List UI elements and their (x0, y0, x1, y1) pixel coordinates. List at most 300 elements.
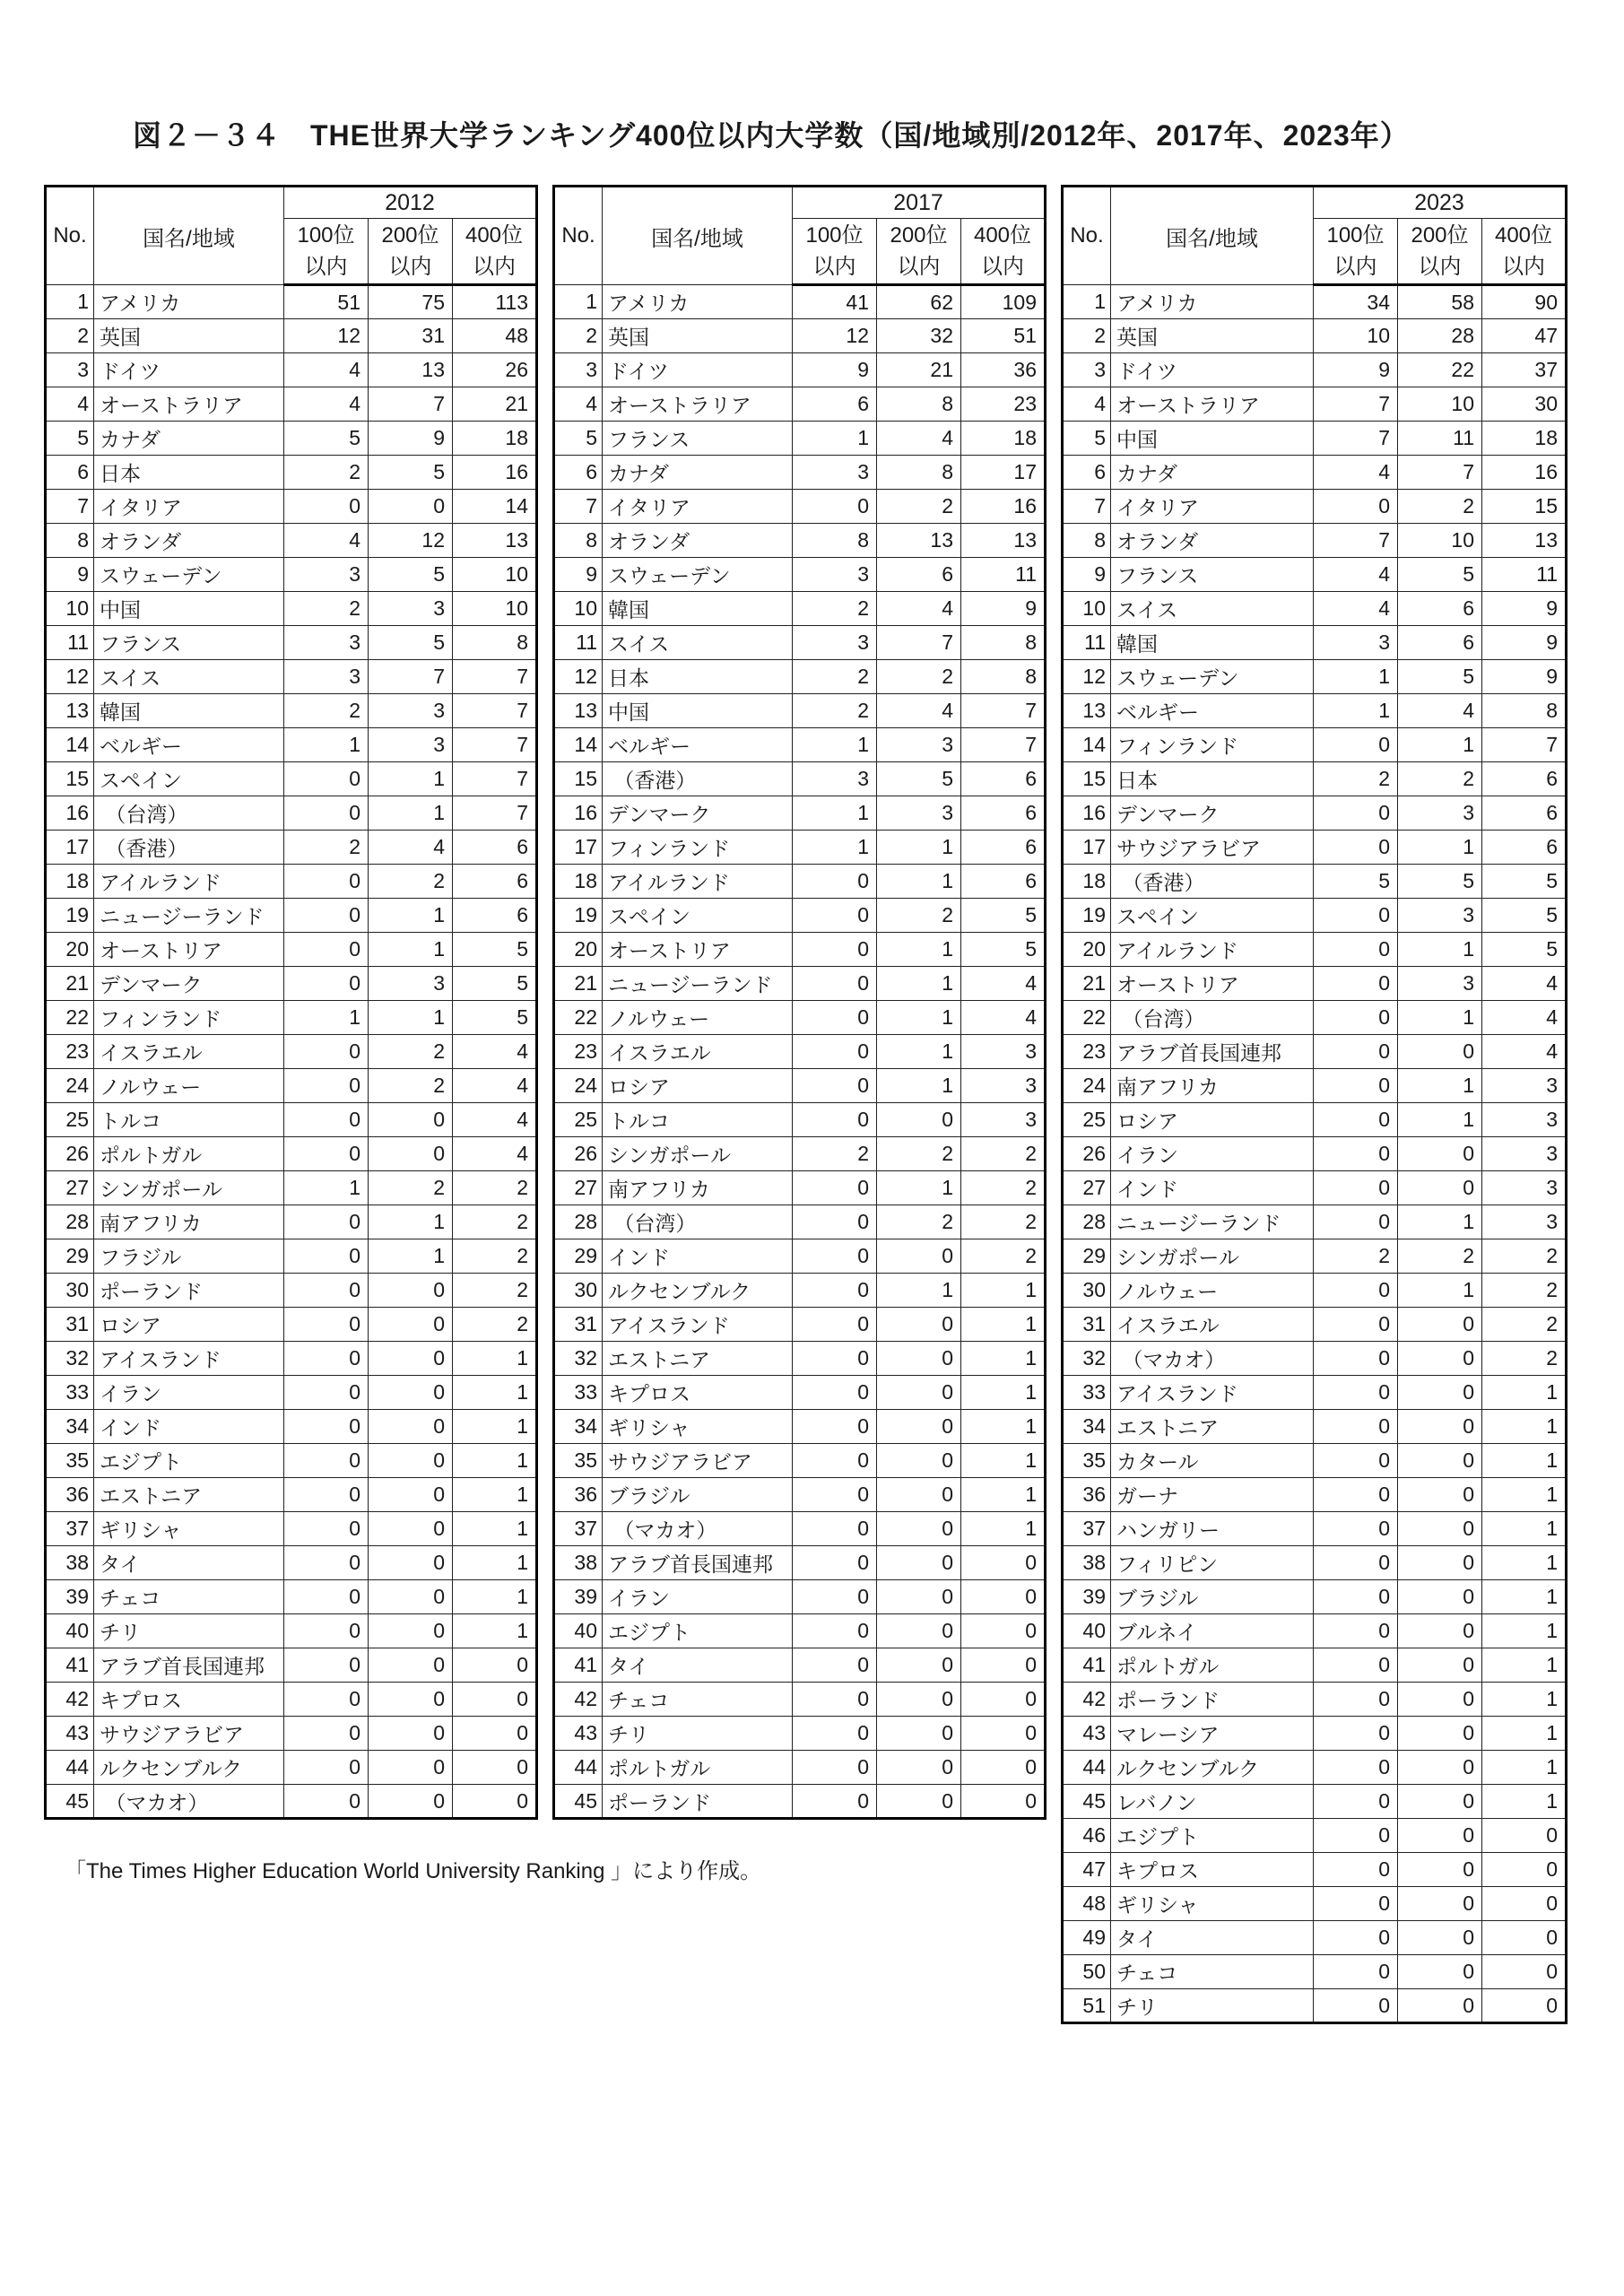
country-name: オランダ (94, 524, 284, 558)
top400-value: 1 (453, 1410, 537, 1444)
top100-value: 10 (1314, 319, 1398, 353)
top100-value: 0 (793, 1308, 877, 1342)
top100-value: 0 (284, 1614, 369, 1648)
top100-value: 0 (284, 1308, 369, 1342)
top100-value: 0 (284, 1103, 369, 1137)
table-row (1063, 524, 1567, 558)
top400-value: 0 (961, 1648, 1046, 1683)
top400-value: 16 (453, 456, 537, 490)
top100-value: 0 (1314, 1683, 1398, 1717)
row-no: 26 (46, 1137, 94, 1171)
row-no: 29 (46, 1239, 94, 1274)
top200-value: 0 (877, 1683, 961, 1717)
top200-value: 0 (1398, 1717, 1482, 1751)
top200-column-header (369, 219, 453, 285)
top400-value: 1 (453, 1512, 537, 1546)
top100-value: 0 (1314, 1853, 1398, 1887)
row-no: 30 (46, 1274, 94, 1308)
table-row (46, 422, 537, 456)
top400-value: 14 (453, 490, 537, 524)
table-row (46, 728, 537, 762)
top400-value: 5 (1482, 933, 1567, 967)
rank-label: 100位 (297, 223, 355, 248)
country-name: チリ (94, 1614, 284, 1648)
top100-value: 4 (1314, 592, 1398, 626)
country-name: エジプト (603, 1614, 793, 1648)
table-row (554, 592, 1046, 626)
country-name: （香港） (94, 831, 284, 865)
row-no: 31 (554, 1308, 603, 1342)
top200-value: 10 (1398, 524, 1482, 558)
top400-value: 109 (961, 285, 1046, 319)
table-row (1063, 1887, 1567, 1921)
table-row (554, 1580, 1046, 1614)
top400-value: 4 (1482, 1001, 1567, 1035)
country-name: フィリピン (1111, 1546, 1314, 1580)
country-name: ギリシャ (603, 1410, 793, 1444)
country-name: ニュージーランド (1111, 1205, 1314, 1239)
table-row (554, 933, 1046, 967)
top200-value: 0 (369, 1785, 453, 1819)
top100-value: 2 (284, 694, 369, 728)
table-row (554, 1342, 1046, 1376)
table-row (46, 1614, 537, 1648)
country-name: オーストラリア (94, 387, 284, 422)
top100-value: 0 (793, 1478, 877, 1512)
row-no: 22 (46, 1001, 94, 1035)
country-name: エジプト (94, 1444, 284, 1478)
top100-value: 0 (1314, 1955, 1398, 1989)
table-row (1063, 762, 1567, 796)
row-no: 18 (1063, 865, 1111, 899)
year-header-2023: 2023 (1314, 187, 1567, 219)
top200-value: 0 (877, 1308, 961, 1342)
country-name: 英国 (603, 319, 793, 353)
table-row (46, 1580, 537, 1614)
top200-value: 0 (1398, 1921, 1482, 1955)
top100-value: 0 (793, 1751, 877, 1785)
top200-value: 2 (877, 1137, 961, 1171)
top200-value: 0 (369, 1614, 453, 1648)
top100-value: 0 (284, 1342, 369, 1376)
country-name: アイスランド (603, 1308, 793, 1342)
table-row (1063, 865, 1567, 899)
table-row (554, 1512, 1046, 1546)
top100-value: 0 (1314, 1035, 1398, 1069)
rank-suffix: 以内 (1333, 255, 1377, 279)
row-no: 31 (46, 1308, 94, 1342)
top200-value: 0 (1398, 1989, 1482, 2023)
top100-value: 0 (793, 933, 877, 967)
top400-column-header (1482, 219, 1567, 285)
table-row (1063, 422, 1567, 456)
country-name: アイルランド (1111, 933, 1314, 967)
top200-value: 8 (877, 456, 961, 490)
country-name: ポルトガル (1111, 1648, 1314, 1683)
country-column-header: 国名/地域 (1111, 187, 1314, 285)
top100-value: 0 (793, 1546, 877, 1580)
top400-value: 0 (1482, 1853, 1567, 1887)
top200-value: 0 (1398, 1785, 1482, 1819)
table-row (1063, 1376, 1567, 1410)
top200-value: 2 (369, 1171, 453, 1205)
table-row (46, 1546, 537, 1580)
country-name: オーストリア (1111, 967, 1314, 1001)
table-row (554, 626, 1046, 660)
row-no: 8 (46, 524, 94, 558)
table-row (554, 1717, 1046, 1751)
top100-value: 0 (793, 1069, 877, 1103)
table-row (1063, 694, 1567, 728)
table-row (554, 728, 1046, 762)
row-no: 17 (1063, 831, 1111, 865)
top200-value: 2 (1398, 762, 1482, 796)
table-row (1063, 387, 1567, 422)
top100-value: 8 (793, 524, 877, 558)
row-no: 9 (554, 558, 603, 592)
ranking-table-2023 (1061, 185, 1568, 2024)
top200-value: 0 (1398, 1171, 1482, 1205)
country-name: ブラジル (603, 1478, 793, 1512)
country-name: アメリカ (94, 285, 284, 319)
top100-value: 0 (793, 1103, 877, 1137)
top200-value: 2 (877, 660, 961, 694)
top400-value: 1 (961, 1376, 1046, 1410)
top100-value: 2 (793, 660, 877, 694)
country-name: カナダ (94, 422, 284, 456)
top200-value: 1 (877, 933, 961, 967)
row-no: 6 (1063, 456, 1111, 490)
country-name: ポーランド (603, 1785, 793, 1819)
top100-value: 0 (1314, 1717, 1398, 1751)
row-no: 43 (46, 1717, 94, 1751)
top400-value: 3 (1482, 1137, 1567, 1171)
top400-value: 1 (1482, 1717, 1567, 1751)
country-name: ルクセンブルク (1111, 1751, 1314, 1785)
top100-value: 2 (793, 592, 877, 626)
country-name: ブラジル (1111, 1580, 1314, 1614)
top200-value: 0 (369, 490, 453, 524)
top100-value: 0 (284, 1580, 369, 1614)
top100-value: 1 (793, 422, 877, 456)
top200-value: 0 (1398, 1035, 1482, 1069)
top100-value: 2 (1314, 762, 1398, 796)
table-row (1063, 1342, 1567, 1376)
top200-value: 0 (1398, 1342, 1482, 1376)
top400-value: 0 (453, 1648, 537, 1683)
table-row (46, 1683, 537, 1717)
row-no: 24 (1063, 1069, 1111, 1103)
table-row (46, 796, 537, 831)
country-column-header: 国名/地域 (94, 187, 284, 285)
top400-value: 1 (961, 1512, 1046, 1546)
top200-value: 0 (877, 1376, 961, 1410)
table-row (1063, 1785, 1567, 1819)
top400-value: 0 (961, 1580, 1046, 1614)
table-row (554, 1614, 1046, 1648)
country-name: チェコ (94, 1580, 284, 1614)
top400-value: 11 (1482, 558, 1567, 592)
row-no: 42 (46, 1683, 94, 1717)
top400-value: 1 (1482, 1546, 1567, 1580)
top200-value: 0 (877, 1751, 961, 1785)
top400-value: 18 (453, 422, 537, 456)
top400-value: 1 (961, 1478, 1046, 1512)
rank-label: 100位 (805, 223, 864, 248)
row-no: 36 (46, 1478, 94, 1512)
top100-value: 0 (284, 1785, 369, 1819)
top400-value: 0 (961, 1683, 1046, 1717)
top100-value: 2 (284, 456, 369, 490)
top200-value: 0 (369, 1648, 453, 1683)
table-row (46, 1137, 537, 1171)
country-name: シンガポール (94, 1171, 284, 1205)
table-row (46, 899, 537, 933)
row-no: 3 (554, 353, 603, 387)
table-row (1063, 592, 1567, 626)
country-name: タイ (1111, 1921, 1314, 1955)
country-name: サウジアラビア (1111, 831, 1314, 865)
row-no: 30 (1063, 1274, 1111, 1308)
top200-value: 1 (1398, 1001, 1482, 1035)
top200-value: 0 (1398, 1546, 1482, 1580)
row-no: 34 (1063, 1410, 1111, 1444)
top400-value: 4 (453, 1137, 537, 1171)
top100-value: 0 (284, 1546, 369, 1580)
top200-value: 0 (369, 1410, 453, 1444)
top100-value: 34 (1314, 285, 1398, 319)
top100-value: 2 (284, 592, 369, 626)
top200-value: 0 (877, 1512, 961, 1546)
table-row (46, 524, 537, 558)
row-no: 20 (46, 933, 94, 967)
top400-value: 26 (453, 353, 537, 387)
top400-value: 1 (453, 1478, 537, 1512)
top400-value: 4 (1482, 1035, 1567, 1069)
table-row (46, 456, 537, 490)
table-row (1063, 1683, 1567, 1717)
row-no: 18 (554, 865, 603, 899)
top100-value: 0 (1314, 1648, 1398, 1683)
top200-value: 0 (1398, 1410, 1482, 1444)
table-row (554, 694, 1046, 728)
table-row (46, 1376, 537, 1410)
top200-value: 28 (1398, 319, 1482, 353)
row-no: 45 (46, 1785, 94, 1819)
top400-value: 1 (453, 1614, 537, 1648)
country-name: エストニア (603, 1342, 793, 1376)
row-no: 39 (46, 1580, 94, 1614)
table-row (554, 1035, 1046, 1069)
country-name: ブルネイ (1111, 1614, 1314, 1648)
row-no: 14 (46, 728, 94, 762)
country-name: インド (603, 1239, 793, 1274)
rank-label: 200位 (381, 223, 439, 248)
top200-value: 0 (369, 1342, 453, 1376)
table-body (554, 285, 1046, 1819)
top100-value: 1 (284, 728, 369, 762)
row-no: 4 (1063, 387, 1111, 422)
top200-value: 0 (1398, 1137, 1482, 1171)
country-name: 日本 (1111, 762, 1314, 796)
table-row (46, 1342, 537, 1376)
top200-value: 0 (877, 1478, 961, 1512)
row-no: 2 (1063, 319, 1111, 353)
table-row (46, 660, 537, 694)
country-name: （マカオ） (94, 1785, 284, 1819)
country-name: ハンガリー (1111, 1512, 1314, 1546)
top100-value: 0 (284, 1444, 369, 1478)
country-name: サウジアラビア (94, 1717, 284, 1751)
top100-value: 2 (793, 1137, 877, 1171)
row-no: 13 (46, 694, 94, 728)
top100-value: 3 (284, 626, 369, 660)
top400-value: 16 (961, 490, 1046, 524)
rank-suffix: 以内 (388, 255, 432, 279)
top200-value: 1 (877, 865, 961, 899)
table-row (1063, 1819, 1567, 1853)
row-no: 28 (554, 1205, 603, 1239)
country-name: 中国 (1111, 422, 1314, 456)
top100-value: 0 (284, 1035, 369, 1069)
row-no: 27 (1063, 1171, 1111, 1205)
country-name: オーストラリア (603, 387, 793, 422)
top400-value: 18 (1482, 422, 1567, 456)
rank-label: 400位 (973, 223, 1032, 248)
row-no: 37 (554, 1512, 603, 1546)
top200-value: 22 (1398, 353, 1482, 387)
top400-value: 6 (961, 796, 1046, 831)
top200-value: 1 (877, 967, 961, 1001)
country-name: 南アフリカ (94, 1205, 284, 1239)
top400-value: 1 (1482, 1614, 1567, 1648)
top100-value: 0 (793, 1683, 877, 1717)
table-row (554, 1648, 1046, 1683)
top100-value: 5 (284, 422, 369, 456)
row-no: 17 (46, 831, 94, 865)
row-no: 24 (554, 1069, 603, 1103)
row-no: 7 (1063, 490, 1111, 524)
top200-value: 3 (369, 694, 453, 728)
top100-value: 3 (793, 626, 877, 660)
top200-value: 0 (1398, 1887, 1482, 1921)
top100-value: 0 (284, 1410, 369, 1444)
table-row (1063, 1001, 1567, 1035)
table-row (1063, 1955, 1567, 1989)
top200-value: 0 (369, 1512, 453, 1546)
country-name: フランス (603, 422, 793, 456)
country-name: スイス (1111, 592, 1314, 626)
top100-value: 1 (1314, 694, 1398, 728)
country-name: インド (94, 1410, 284, 1444)
row-no: 19 (46, 899, 94, 933)
row-no: 27 (46, 1171, 94, 1205)
top200-value: 1 (1398, 831, 1482, 865)
top200-value: 0 (877, 1648, 961, 1683)
table-row (46, 831, 537, 865)
row-no: 39 (1063, 1580, 1111, 1614)
top100-value: 0 (793, 1410, 877, 1444)
top100-value: 1 (793, 796, 877, 831)
top100-value: 0 (793, 1717, 877, 1751)
row-no: 11 (554, 626, 603, 660)
table-row (554, 353, 1046, 387)
country-name: 南アフリカ (603, 1171, 793, 1205)
row-no: 25 (46, 1103, 94, 1137)
country-name: ポーランド (1111, 1683, 1314, 1717)
top200-value: 0 (369, 1274, 453, 1308)
country-name: アラブ首長国連邦 (1111, 1035, 1314, 1069)
top100-value: 41 (793, 285, 877, 319)
table-row (1063, 1069, 1567, 1103)
top400-value: 7 (453, 728, 537, 762)
top400-value: 5 (1482, 865, 1567, 899)
table-row (554, 1751, 1046, 1785)
top200-value: 0 (369, 1751, 453, 1785)
top200-value: 1 (369, 933, 453, 967)
top200-value: 5 (1398, 865, 1482, 899)
top400-value: 7 (453, 694, 537, 728)
top400-value: 18 (961, 422, 1046, 456)
top400-value: 4 (453, 1035, 537, 1069)
table-row (554, 899, 1046, 933)
top400-value: 3 (961, 1103, 1046, 1137)
top100-value: 0 (284, 933, 369, 967)
top400-value: 8 (1482, 694, 1567, 728)
country-name: スウェーデン (603, 558, 793, 592)
row-no: 1 (554, 285, 603, 319)
top400-value: 2 (961, 1239, 1046, 1274)
row-no: 48 (1063, 1887, 1111, 1921)
rank-suffix: 以内 (897, 255, 941, 279)
table-row (554, 319, 1046, 353)
country-name: ロシア (603, 1069, 793, 1103)
table-row (1063, 1853, 1567, 1887)
row-no: 26 (554, 1137, 603, 1171)
top100-value: 51 (284, 285, 369, 319)
country-name: ノルウェー (94, 1069, 284, 1103)
table-row (46, 285, 537, 319)
top400-value: 7 (453, 762, 537, 796)
row-no: 14 (554, 728, 603, 762)
top400-value: 0 (961, 1546, 1046, 1580)
source-footnote: 「The Times Higher Education World University Ranking 」により作成。 (65, 1859, 762, 1883)
country-name: フラジル (94, 1239, 284, 1274)
rank-label: 200位 (890, 223, 948, 248)
top400-value: 3 (961, 1069, 1046, 1103)
top400-value: 6 (453, 899, 537, 933)
top100-value: 0 (793, 1580, 877, 1614)
row-no: 46 (1063, 1819, 1111, 1853)
top400-value: 1 (961, 1444, 1046, 1478)
top200-value: 0 (369, 1137, 453, 1171)
top100-value: 3 (284, 558, 369, 592)
table-row (554, 1785, 1046, 1819)
country-name: オーストリア (603, 933, 793, 967)
table-row (554, 1683, 1046, 1717)
top200-value: 0 (1398, 1512, 1482, 1546)
top100-value: 0 (793, 1001, 877, 1035)
top100-value: 0 (284, 899, 369, 933)
table-row (554, 1546, 1046, 1580)
top200-value: 10 (1398, 387, 1482, 422)
row-no: 44 (46, 1751, 94, 1785)
country-name: ドイツ (94, 353, 284, 387)
row-no: 41 (554, 1648, 603, 1683)
top400-value: 1 (1482, 1444, 1567, 1478)
row-no: 8 (1063, 524, 1111, 558)
top200-value: 5 (877, 762, 961, 796)
